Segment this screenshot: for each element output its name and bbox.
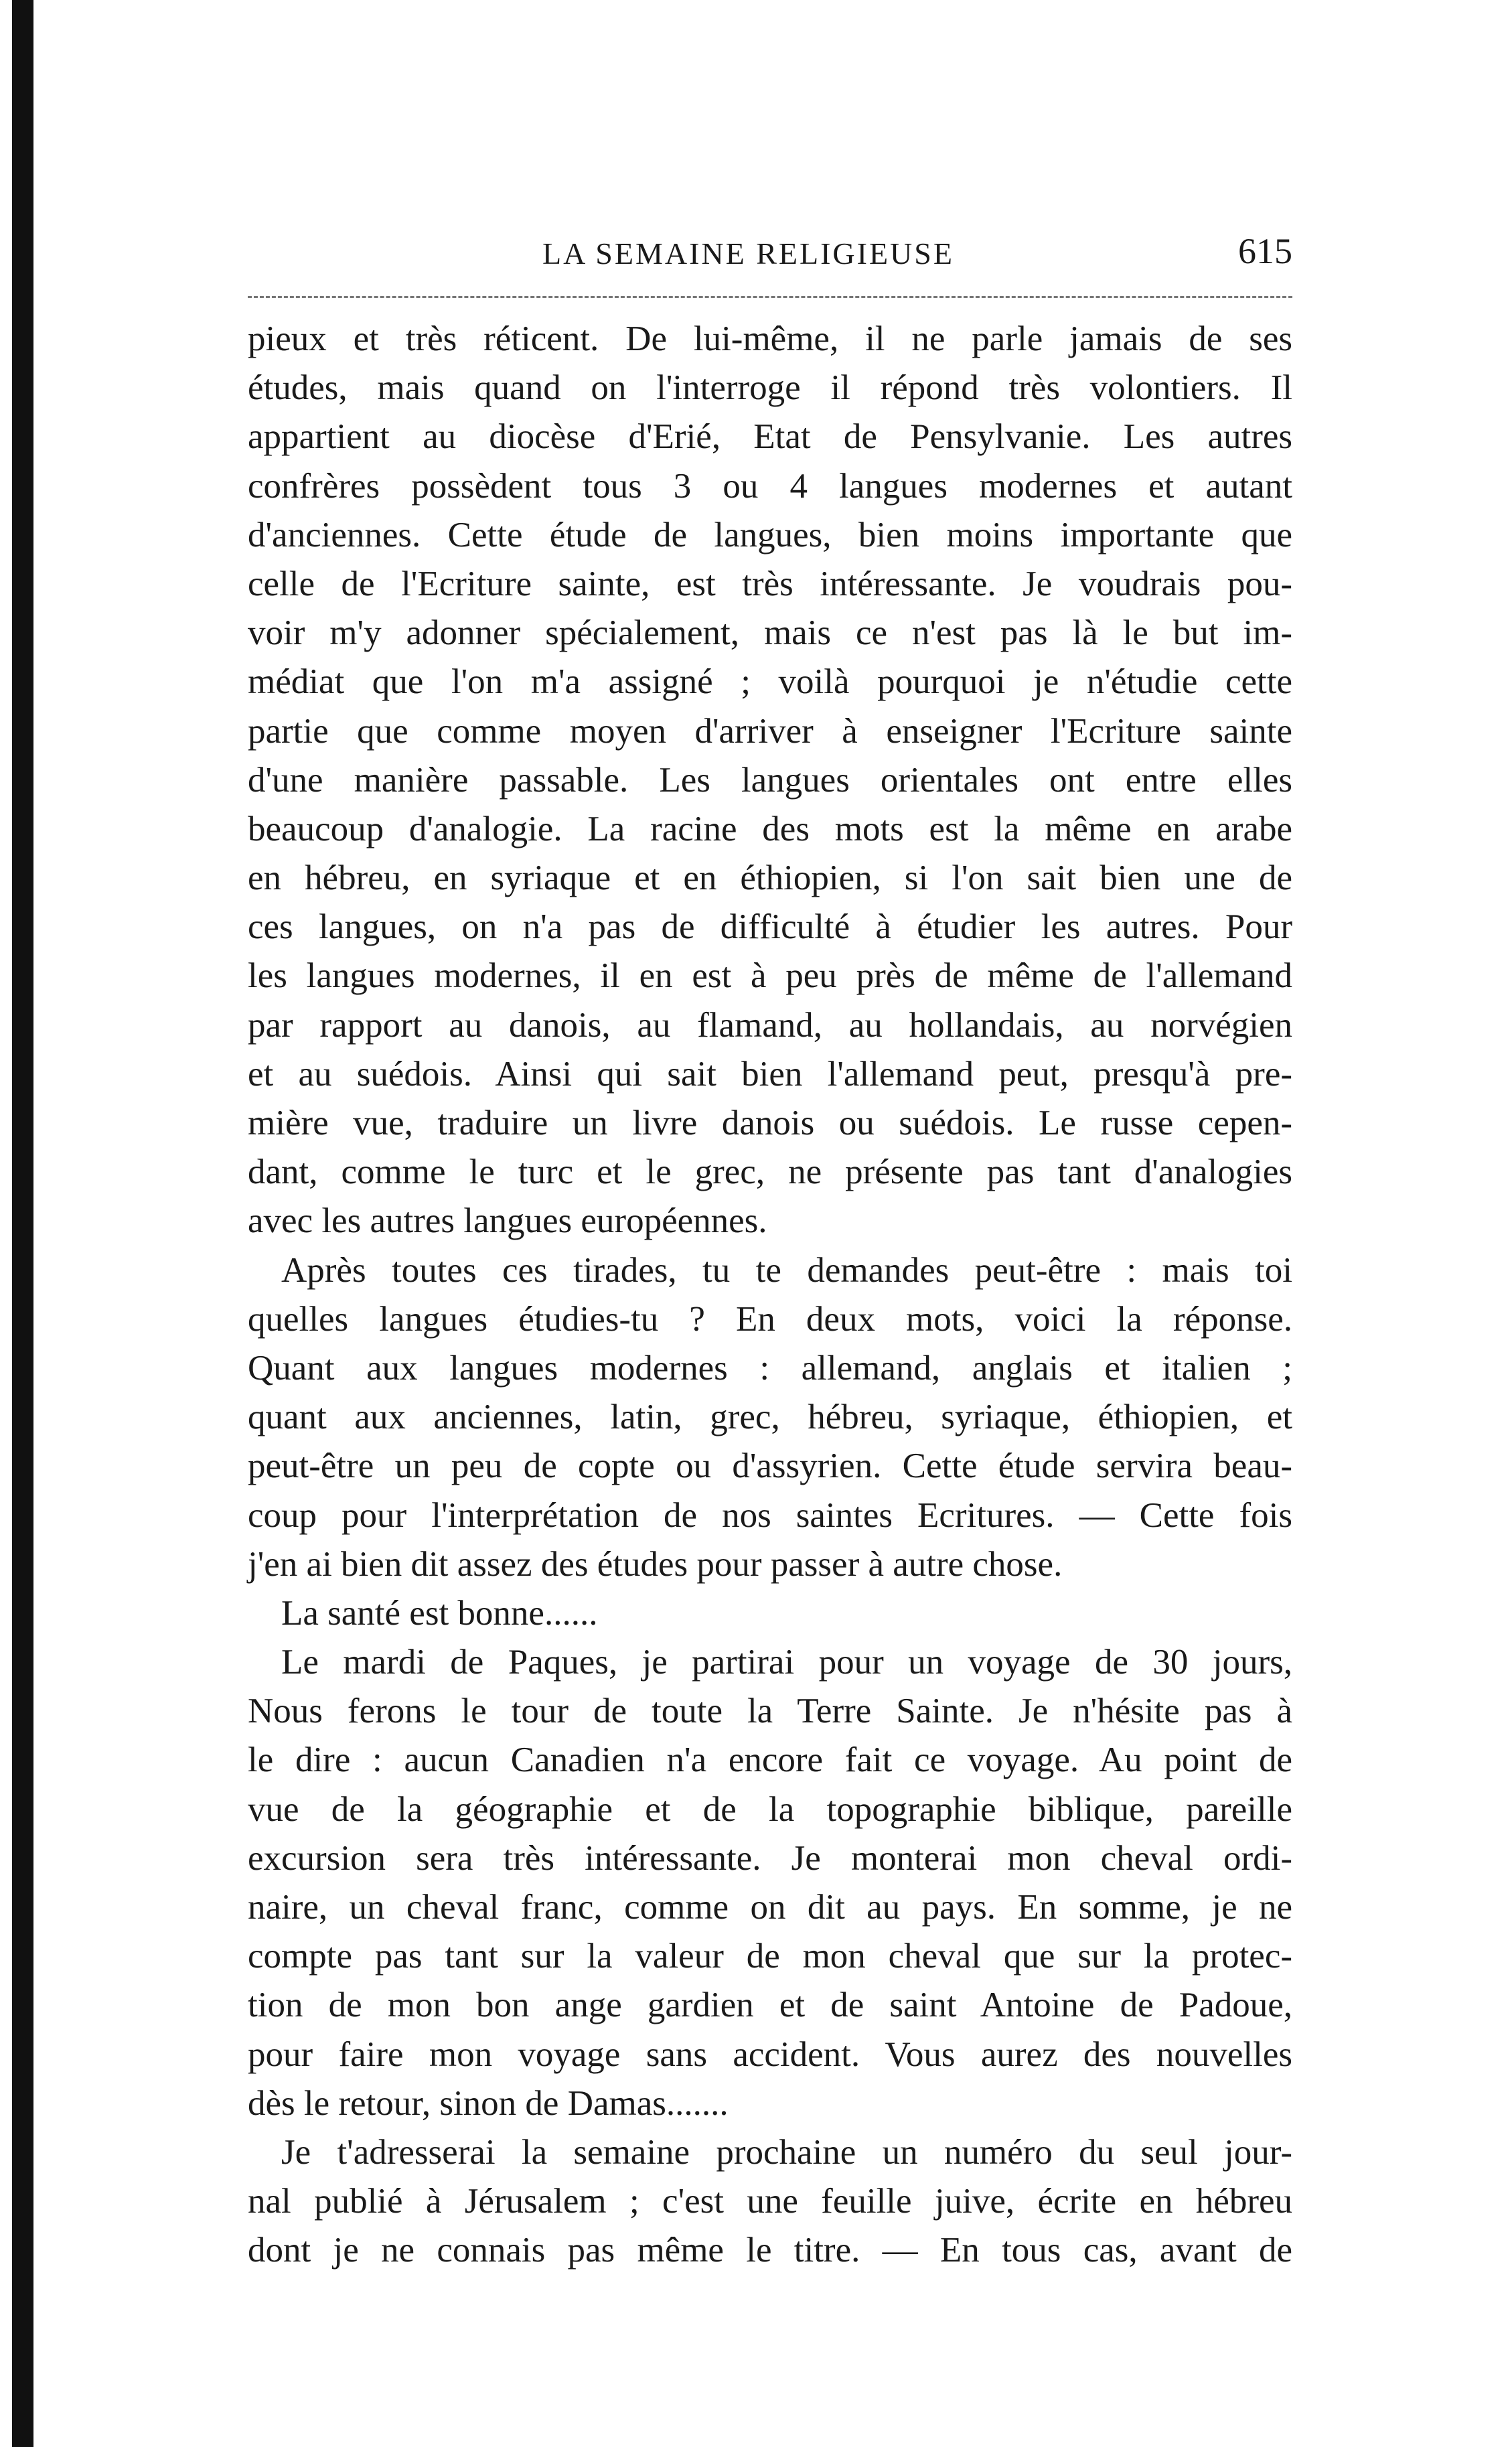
text-line: Nous ferons le tour de toute la Terre Sainte. Je n'hésite pas à [248, 1692, 1292, 1731]
text-line: coup pour l'interprétation de nos saintes Ecritures. — Cette fois [248, 1495, 1292, 1535]
text-line: voir m'y adonner spécialement, mais ce n'est pas là le but im- [248, 613, 1292, 653]
text-line: La santé est bonne...... [281, 1593, 598, 1633]
text-line: dant, comme le turc et le grec, ne présente pas tant d'analogies [248, 1153, 1292, 1192]
text-line: tion de mon bon ange gardien et de saint Antoine de Padoue, [248, 1986, 1292, 2025]
text-line: appartient au diocèse d'Erié, Etat de Pensylvanie. Les autres [248, 417, 1292, 457]
text-line: le dire : aucun Canadien n'a encore fait ce voyage. Au point de [248, 1740, 1292, 1780]
text-line: partie que comme moyen d'arriver à enseigner l'Ecriture sainte [248, 711, 1292, 751]
page-edge [12, 0, 33, 2447]
text-line: peut-être un peu de copte ou d'assyrien. Cette étude servira beau- [248, 1447, 1292, 1486]
text-line: dont je ne connais pas même le titre. — En tous cas, avant de [248, 2231, 1292, 2270]
text-line: d'une manière passable. Les langues orientales ont entre elles [248, 760, 1292, 800]
body-text [248, 315, 1292, 2276]
text-line: confrères possèdent tous 3 ou 4 langues modernes et autant [248, 466, 1292, 506]
text-line: Le mardi de Paques, je partirai pour un voyage de 30 jours, [281, 1643, 1292, 1682]
running-head: LA SEMAINE RELIGIEUSE [542, 236, 954, 271]
text-line: Je t'adresserai la semaine prochaine un numéro du seul jour- [281, 2132, 1292, 2172]
page-header [248, 228, 1292, 281]
text-line: excursion sera très intéressante. Je monterai mon cheval ordi- [248, 1838, 1292, 1878]
text-line: vue de la géographie et de la topographie biblique, pareille [248, 1789, 1292, 1829]
text-line: et au suédois. Ainsi qui sait bien l'allemand peut, presqu'à pre- [248, 1054, 1292, 1094]
text-line: avec les autres langues européennes. [248, 1201, 767, 1241]
text-line: nal publié à Jérusalem ; c'est une feuille juive, écrite en hébreu [248, 2182, 1292, 2221]
page-number: 615 [1238, 231, 1292, 271]
text-line: pour faire mon voyage sans accident. Vous aurez des nouvelles [248, 2034, 1292, 2074]
text-line: les langues modernes, il en est à peu près de même de l'allemand [248, 956, 1292, 996]
text-line: études, mais quand on l'interroge il répond très volontiers. Il [248, 368, 1292, 408]
text-line: pieux et très réticent. De lui-même, il ne parle jamais de ses [248, 319, 1292, 358]
text-line: ces langues, on n'a pas de difficulté à étudier les autres. Pour [248, 907, 1292, 947]
text-line: dès le retour, sinon de Damas....... [248, 2083, 729, 2123]
text-line: j'en ai bien dit assez des études pour passer à autre chose. [248, 1544, 1063, 1584]
text-line: Après toutes ces tirades, tu te demandes peut-être : mais toi [281, 1250, 1292, 1290]
text-line: quant aux anciennes, latin, grec, hébreu, syriaque, éthiopien, et [248, 1398, 1292, 1437]
text-line: en hébreu, en syriaque et en éthiopien, si l'on sait bien une de [248, 859, 1292, 898]
text-line: Quant aux langues modernes : allemand, anglais et italien ; [248, 1348, 1292, 1388]
text-line: médiat que l'on m'a assigné ; voilà pourquoi je n'étudie cette [248, 662, 1292, 702]
text-line: d'anciennes. Cette étude de langues, bien moins importante que [248, 515, 1292, 554]
text-line: naire, un cheval franc, comme on dit au pays. En somme, je ne [248, 1888, 1292, 1927]
text-line: compte pas tant sur la valeur de mon cheval que sur la protec- [248, 1937, 1292, 1976]
text-line: par rapport au danois, au flamand, au hollandais, au norvégien [248, 1005, 1292, 1045]
header-rule [248, 296, 1292, 298]
text-line: beaucoup d'analogie. La racine des mots est la même en arabe [248, 809, 1292, 848]
text-line: quelles langues étudies-tu ? En deux mots, voici la réponse. [248, 1299, 1292, 1339]
text-line: mière vue, traduire un livre danois ou suédois. Le russe cepen- [248, 1104, 1292, 1142]
text-line: celle de l'Ecriture sainte, est très intéressante. Je voudrais pou- [248, 564, 1292, 603]
